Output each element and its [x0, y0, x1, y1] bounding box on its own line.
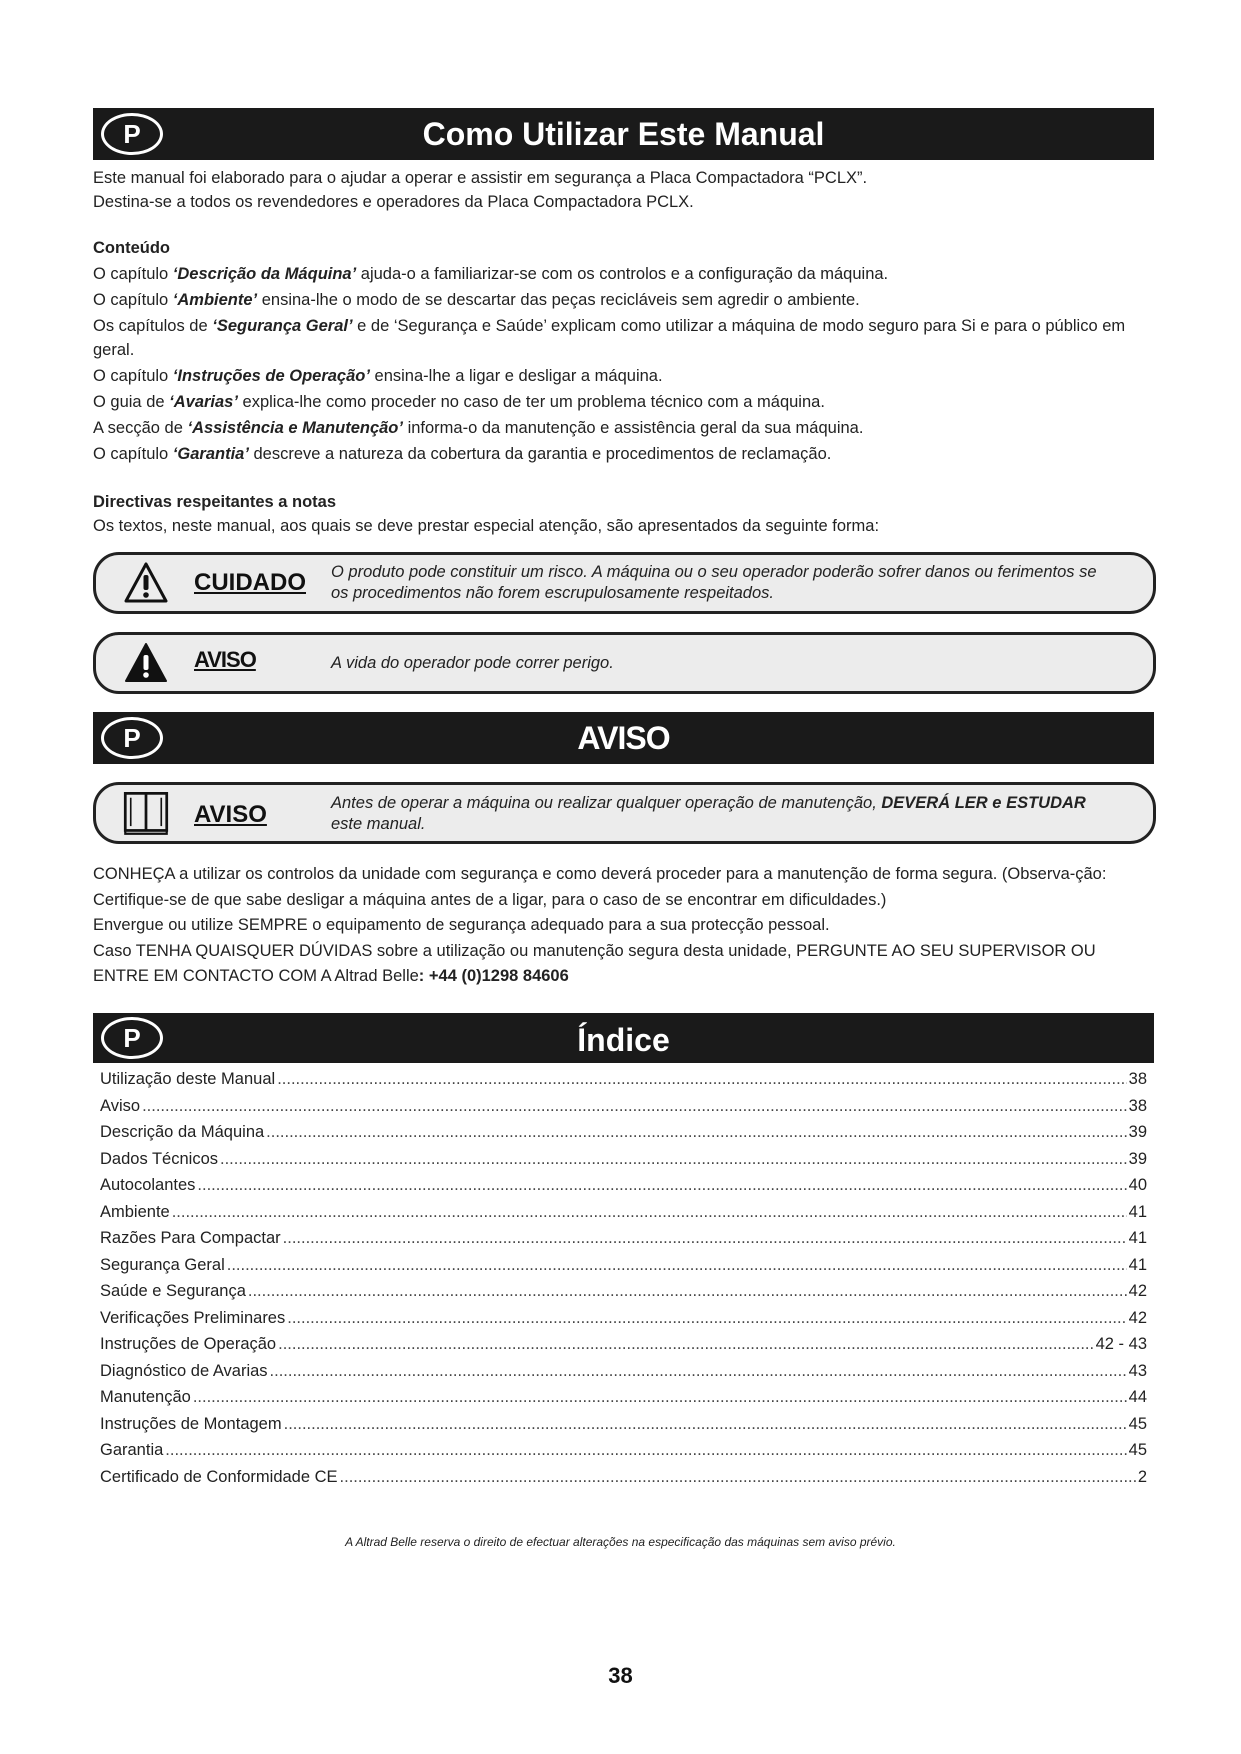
- toc-entry[interactable]: [100, 1309, 1147, 1336]
- contents-heading: Conteúdo: [93, 239, 170, 257]
- warning-callout: [93, 632, 1156, 694]
- toc-entry-page: 43: [1128, 1361, 1147, 1380]
- toc-entry[interactable]: [100, 1388, 1147, 1415]
- toc-entry-title: Aviso: [100, 1096, 141, 1115]
- toc-entry[interactable]: [100, 1229, 1147, 1256]
- contents-text: ensina-lhe a ligar e desligar a máquina.: [369, 367, 663, 385]
- toc-entry-page: 38: [1128, 1070, 1147, 1088]
- toc-entry-page: 41: [1128, 1202, 1147, 1221]
- toc-entry[interactable]: [100, 1176, 1147, 1203]
- open-book-icon: [120, 789, 172, 837]
- directives-block: [93, 490, 1156, 538]
- toc-leader-dots: [287, 1309, 1126, 1328]
- chapter-name: ‘Garantia’: [172, 445, 249, 463]
- caution-callout: [93, 552, 1156, 614]
- contents-text: e de ‘Segurança e Saúde’ explicam como utilizar a máquina de modo seguro para Si e para o público em geral.: [93, 317, 1126, 359]
- read-manual-message: [331, 793, 1113, 835]
- contents-item: [93, 314, 1156, 362]
- directives-text: Os textos, neste manual, aos quais se deve prestar especial atenção, são apresentados da seguinte forma:: [93, 517, 880, 535]
- chapter-name: ‘Segurança Geral’: [212, 317, 353, 335]
- toc-leader-dots: [165, 1441, 1126, 1460]
- directives-heading: Directivas respeitantes a notas: [93, 493, 337, 511]
- warning-paragraph: CONHEÇA a utilizar os controlos da unidade com segurança e como deverá proceder para a manutenção de forma segura. (Observa-ção: Certifique-se de que sabe desligar a máquina antes de a ligar, para o caso de se encontrar em dificuldades.): [93, 865, 1107, 909]
- contents-text: ensina-lhe o modo de se descartar das peças recicláveis sem agredir o ambiente.: [257, 291, 860, 309]
- toc-entry-page: 42: [1128, 1282, 1147, 1300]
- toc-entry-page: 2: [1137, 1467, 1147, 1486]
- toc-entry[interactable]: [100, 1123, 1147, 1150]
- toc-leader-dots: [278, 1335, 1094, 1354]
- contents-text: A secção de: [93, 419, 188, 437]
- chapter-name: ‘Instruções de Operação’: [172, 367, 370, 385]
- read-manual-callout: [93, 782, 1156, 844]
- disclaimer: A Altrad Belle reserva o direito de efectuar alterações na especificação das máquinas sem aviso prévio.: [345, 1535, 896, 1549]
- contents-text: descreve a natureza da cobertura da garantia e procedimentos de reclamação.: [248, 445, 832, 463]
- toc-entry-page: 39: [1128, 1149, 1147, 1168]
- toc-leader-dots: [340, 1468, 1136, 1487]
- contents-list: [93, 262, 1156, 466]
- toc-entry[interactable]: [100, 1362, 1147, 1389]
- contents-text: informa-o da manutenção e assistência geral da sua máquina.: [402, 419, 864, 437]
- contents-block: [93, 236, 1156, 466]
- contents-text: O capítulo: [93, 445, 173, 463]
- contents-text: O capítulo: [93, 265, 173, 283]
- warning-message: A vida do operador pode correr perigo.: [331, 654, 614, 672]
- toc-leader-dots: [227, 1256, 1127, 1275]
- intro-text: [93, 166, 1156, 214]
- contents-item: [93, 262, 1156, 286]
- caution-label: CUIDADO: [194, 569, 306, 596]
- toc-leader-dots: [172, 1203, 1127, 1222]
- toc-entry[interactable]: [100, 1150, 1147, 1177]
- contents-text: O capítulo: [93, 291, 173, 309]
- toc-entry-title: Utilização deste Manual: [100, 1070, 276, 1088]
- toc-entry[interactable]: [100, 1415, 1147, 1442]
- chapter-name: ‘Descrição da Máquina’: [172, 265, 357, 283]
- toc-entry-title: Manutenção: [100, 1388, 191, 1406]
- toc-entry-title: Diagnóstico de Avarias: [100, 1361, 268, 1380]
- message-emphasis: DEVERÁ LER e ESTUDAR: [881, 794, 1086, 812]
- intro-line: Este manual foi elaborado para o ajudar a operar e assistir em segurança a Placa Compactadora “PCLX”.: [93, 169, 868, 187]
- language-badge: P: [101, 113, 163, 155]
- contents-item: [93, 442, 1156, 466]
- toc-leader-dots: [197, 1176, 1126, 1195]
- language-badge: P: [101, 1017, 163, 1059]
- toc-entry-page: 45: [1128, 1441, 1147, 1459]
- contact-text: Caso TENHA QUAISQUER DÚVIDAS sobre a utilização ou manutenção segura desta unidade, PERGUNTE AO SEU SUPERVISOR OU ENTRE EM CONTACTO COM A Altrad Belle: [93, 941, 1096, 985]
- contact-phone: : +44 (0)1298 84606: [418, 967, 569, 985]
- contents-item: [93, 288, 1156, 312]
- chapter-name: ‘Avarias’: [169, 393, 238, 411]
- toc-leader-dots: [277, 1070, 1126, 1089]
- toc-leader-dots: [220, 1150, 1127, 1169]
- language-badge: P: [101, 717, 163, 759]
- toc-entry[interactable]: [100, 1335, 1147, 1362]
- contents-text: explica-lhe como proceder no caso de ter um problema técnico com a máquina.: [237, 393, 825, 411]
- toc-entry-title: Segurança Geral: [100, 1255, 225, 1274]
- toc-entry-page: 42 - 43: [1095, 1335, 1147, 1353]
- toc-leader-dots: [266, 1123, 1126, 1142]
- toc-entry[interactable]: [100, 1441, 1147, 1468]
- section-title: Como Utilizar Este Manual: [422, 116, 825, 152]
- warning-triangle-filled-icon: [124, 641, 168, 685]
- section-header-how-to-use: [93, 108, 1154, 160]
- toc-entry-title: Garantia: [100, 1441, 164, 1459]
- warning-label: AVISO: [194, 647, 256, 672]
- toc-entry[interactable]: [100, 1282, 1147, 1309]
- toc-entry-title: Dados Técnicos: [100, 1149, 219, 1168]
- intro-line: Destina-se a todos os revendedores e operadores da Placa Compactadora PCLX.: [93, 193, 694, 211]
- caution-triangle-outline-icon: [124, 561, 168, 605]
- message-text: este manual.: [331, 815, 426, 833]
- toc-entry-title: Saúde e Segurança: [100, 1282, 246, 1300]
- toc-entry[interactable]: [100, 1468, 1147, 1495]
- caution-message: O produto pode constituir um risco. A máquina ou o seu operador poderão sofrer danos ou ferimentos se os procedimentos não forem escrupulosamente respeitados.: [331, 563, 1097, 602]
- chapter-name: ‘Assistência e Manutenção’: [187, 419, 403, 437]
- table-of-contents: [100, 1070, 1147, 1494]
- toc-leader-dots: [270, 1362, 1127, 1381]
- toc-leader-dots: [248, 1282, 1127, 1301]
- toc-entry-page: 44: [1128, 1388, 1147, 1406]
- contents-item: [93, 390, 1156, 414]
- toc-entry-title: Ambiente: [100, 1202, 170, 1221]
- toc-entry-page: 42: [1128, 1308, 1147, 1327]
- toc-entry-title: Descrição da Máquina: [100, 1123, 265, 1141]
- page-number: 38: [608, 1663, 633, 1688]
- toc-entry-title: Instruções de Montagem: [100, 1414, 282, 1433]
- toc-entry-page: 45: [1128, 1414, 1147, 1433]
- contents-text: Os capítulos de: [93, 317, 213, 335]
- section-title: Índice: [577, 1022, 670, 1058]
- section-header-warning: [93, 712, 1154, 764]
- message-text: Antes de operar a máquina ou realizar qualquer operação de manutenção,: [331, 794, 882, 812]
- toc-entry-title: Certificado de Conformidade CE: [100, 1467, 338, 1486]
- chapter-name: ‘Ambiente’: [172, 291, 258, 309]
- toc-entry-title: Instruções de Operação: [100, 1335, 277, 1353]
- toc-entry-page: 41: [1128, 1229, 1147, 1247]
- toc-entry-title: Razões Para Compactar: [100, 1229, 281, 1247]
- toc-entry[interactable]: [100, 1203, 1147, 1230]
- toc-entry-page: 39: [1128, 1123, 1147, 1141]
- toc-entry[interactable]: [100, 1070, 1147, 1097]
- section-header-index: [93, 1013, 1154, 1063]
- contents-text: O guia de: [93, 393, 170, 411]
- toc-leader-dots: [284, 1415, 1127, 1434]
- contents-text: O capítulo: [93, 367, 173, 385]
- contents-text: ajuda-o a familiarizar-se com os controlos e a configuração da máquina.: [356, 265, 889, 283]
- toc-leader-dots: [193, 1388, 1127, 1407]
- contents-item: [93, 364, 1156, 388]
- toc-leader-dots: [283, 1229, 1127, 1248]
- toc-entry[interactable]: [100, 1256, 1147, 1283]
- toc-entry[interactable]: [100, 1097, 1147, 1124]
- warning-text: [93, 862, 1156, 990]
- contact-paragraph: [93, 939, 1156, 990]
- toc-entry-title: Verificações Preliminares: [100, 1308, 286, 1327]
- warning-paragraph: Envergue ou utilize SEMPRE o equipamento de segurança adequado para a sua protecção pessoal.: [93, 916, 830, 934]
- toc-leader-dots: [142, 1097, 1127, 1116]
- read-manual-label: AVISO: [194, 801, 267, 828]
- toc-entry-title: Autocolantes: [100, 1176, 196, 1194]
- toc-entry-page: 41: [1128, 1255, 1147, 1274]
- toc-entry-page: 38: [1128, 1096, 1147, 1115]
- contents-item: [93, 416, 1156, 440]
- section-title: AVISO: [577, 720, 670, 756]
- toc-entry-page: 40: [1128, 1176, 1147, 1194]
